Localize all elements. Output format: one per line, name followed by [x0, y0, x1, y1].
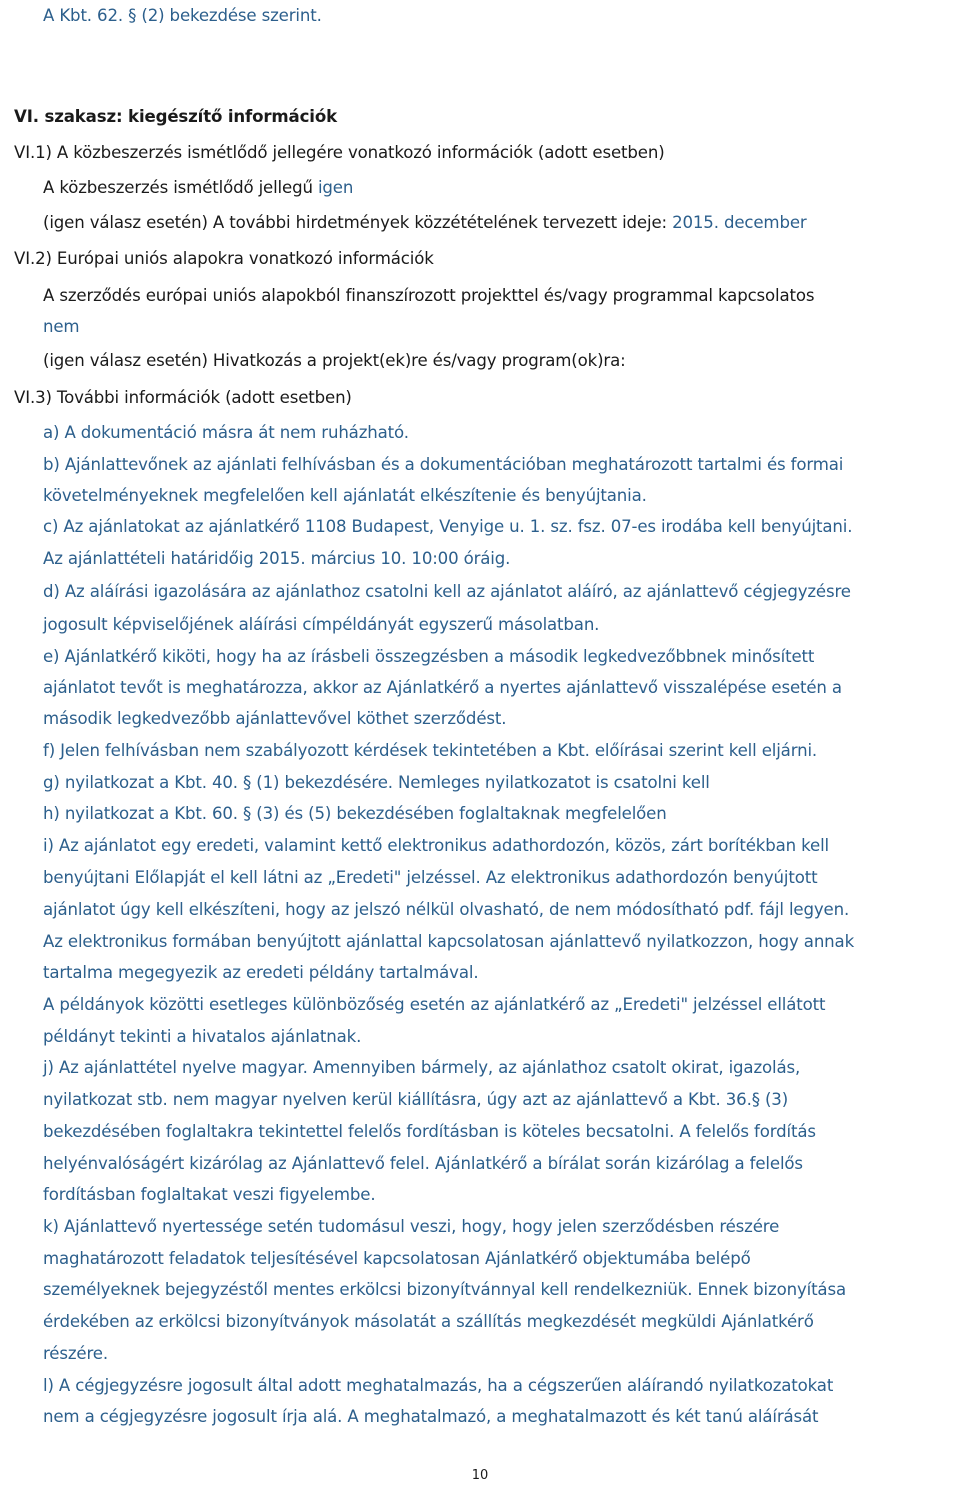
info-line: benyújtani Előlapját el kell látni az „Eredeti" jelzéssel. Az elektronikus adathordozón benyújtott [43, 868, 818, 887]
info-line: bekezdésében foglaltakra tekintettel felelős fordításban is köteles becsatolni. A felelős fordítás [43, 1122, 816, 1141]
info-line: k) Ajánlattevő nyertessége setén tudomásul veszi, hogy, hogy jelen szerződésben részére [43, 1217, 780, 1236]
info-line: d) Az aláírási igazolására az ajánlathoz csatolni kell az ajánlatot aláíró, az ajánlattevő cégjegyzésre [43, 582, 851, 601]
info-line: követelményeknek megfelelően kell ajánlatát elkészítenie és benyújtania. [43, 486, 647, 505]
section-title: VI. szakasz: kiegészítő információk [14, 107, 337, 126]
recurring-row [43, 177, 353, 199]
info-line: nem a cégjegyzésre jogosult írja alá. A meghatalmazó, a meghatalmazott és két tanú aláírását [43, 1407, 819, 1426]
info-line: g) nyilatkozat a Kbt. 40. § (1) bekezdésére. Nemleges nyilatkozatot is csatolni kell [43, 773, 710, 792]
eu-funded-label: A szerződés európai uniós alapokból finanszírozott projekttel és/vagy programmal kapcsolatos [43, 286, 815, 305]
timing-row [43, 212, 807, 234]
info-line: érdekében az erkölcsi bizonyítványok másolatát a szállítás megkezdését megküldi Ajánlatkérő [43, 1312, 814, 1331]
info-line: helyénvalóságért kizárólag az Ajánlattevő felel. Ajánlatkérő a bírálat során kizárólag a felelős [43, 1154, 803, 1173]
info-line: példányt tekinti a hivatalos ajánlatnak. [43, 1027, 362, 1046]
reference-label: (igen válasz esetén) Hivatkozás a projekt(ek)re és/vagy program(ok)ra: [43, 351, 626, 370]
info-line: c) Az ajánlatokat az ajánlatkérő 1108 Budapest, Venyige u. 1. sz. fsz. 07-es irodába kell benyújtani. [43, 517, 853, 536]
info-line: ajánlatot úgy kell elkészíteni, hogy az jelszó nélkül olvasható, de nem módosítható pdf. fájl legyen. [43, 900, 850, 919]
info-line: Az elektronikus formában benyújtott ajánlattal kapcsolatosan ajánlattevő nyilatkozzon, hogy annak [43, 932, 855, 951]
page-number: 10 [471, 1468, 489, 1483]
recurring-label: A közbeszerzés ismétlődő jellegű [43, 178, 313, 197]
info-line: l) A cégjegyzésre jogosult által adott meghatalmazás, ha a cégszerűen aláírandó nyilatkozatokat [43, 1376, 834, 1395]
timing-label: (igen válasz esetén) A további hirdetmények közzétételének tervezett ideje: [43, 213, 667, 232]
info-line: maghatározott feladatok teljesítésével kapcsolatosan Ajánlatkérő objektumába belépő [43, 1249, 751, 1268]
info-line: Az ajánlattételi határidőig 2015. március 10. 10:00 óráig. [43, 549, 511, 568]
recurring-value: igen [317, 178, 354, 197]
info-line: A példányok közötti esetleges különbözőség esetén az ajánlatkérő az „Eredeti" jelzéssel ellátott [43, 995, 826, 1014]
info-line: második legkedvezőbb ajánlattevővel köthet szerződést. [43, 709, 507, 728]
info-line: i) Az ajánlatot egy eredeti, valamint kettő elektronikus adathordozón, közös, zárt borítékban kell [43, 836, 830, 855]
info-line: jogosult képviselőjének aláírási címpéldányát egyszerű másolatban. [43, 615, 600, 634]
info-line: j) Az ajánlattétel nyelve magyar. Amennyiben bármely, az ajánlathoz csatolt okirat, igazolás, [43, 1058, 801, 1077]
info-line: h) nyilatkozat a Kbt. 60. § (3) és (5) bekezdésében foglaltaknak megfelelően [43, 804, 667, 823]
info-line: fordításban foglaltakat veszi figyelembe. [43, 1185, 376, 1204]
info-line: b) Ajánlattevőnek az ajánlati felhívásban és a dokumentációban meghatározott tartalmi és formai [43, 455, 844, 474]
info-line: a) A dokumentáció másra át nem ruházható. [43, 423, 409, 442]
info-line: f) Jelen felhívásban nem szabályozott kérdések tekintetében a Kbt. előírásai szerint kell eljárni. [43, 741, 818, 760]
info-line: nyilatkozat stb. nem magyar nyelven kerül kiállításra, úgy azt az ajánlattevő a Kbt. 36.§ (3) [43, 1090, 789, 1109]
info-line: részére. [43, 1344, 108, 1363]
eu-funded-value: nem [43, 317, 80, 336]
info-line: személyeknek bejegyzéstől mentes erkölcsi bizonyítvánnyal kell rendelkezniük. Ennek bizonyítása [43, 1280, 846, 1299]
vi2-heading: VI.2) Európai uniós alapokra vonatkozó információk [14, 249, 434, 268]
info-line: ajánlatot tevőt is meghatározza, akkor az Ajánlatkérő a nyertes ajánlattevő visszalépése esetén a [43, 678, 842, 697]
intro-text: A Kbt. 62. § (2) bekezdése szerint. [43, 6, 322, 25]
timing-value: 2015. december [672, 213, 807, 232]
info-line: tartalma megegyezik az eredeti példány tartalmával. [43, 963, 479, 982]
vi3-heading: VI.3) További információk (adott esetben) [14, 388, 352, 407]
info-line: e) Ajánlatkérő kiköti, hogy ha az írásbeli összegzésben a második legkedvezőbbnek minősített [43, 647, 815, 666]
vi1-heading: VI.1) A közbeszerzés ismétlődő jellegére vonatkozó információk (adott esetben) [14, 143, 665, 162]
